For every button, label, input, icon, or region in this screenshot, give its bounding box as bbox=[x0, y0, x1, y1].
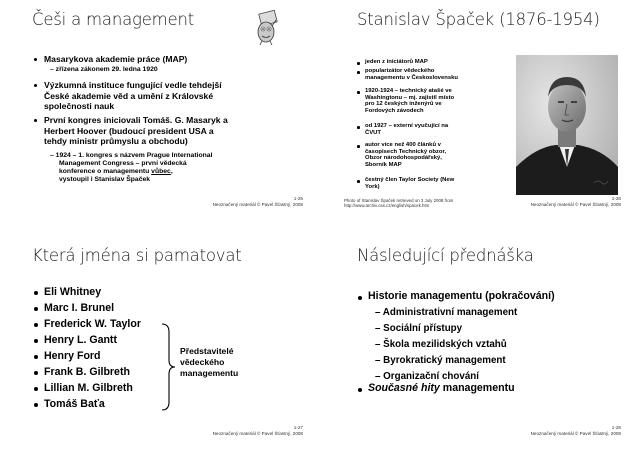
sub-bullet-text: – zřízena zákonem 29. ledna 1920 bbox=[50, 66, 158, 73]
page-number: 1-28 bbox=[611, 425, 621, 430]
slide-4 bbox=[318, 226, 635, 451]
bullet-text: Obzor národohospodářský, bbox=[365, 155, 442, 161]
slide-footer bbox=[531, 425, 621, 437]
bullet-dot bbox=[34, 387, 38, 391]
bullet-dot bbox=[357, 62, 360, 65]
portrait-photo bbox=[516, 55, 618, 195]
name-item: Tomáš Baťa bbox=[44, 398, 105, 410]
brace-label-line: managementu bbox=[180, 368, 239, 378]
bullet-text: jeden z iniciátorů MAP bbox=[365, 59, 428, 65]
bullet-text: York) bbox=[365, 183, 380, 190]
bullet-text: České akademie věd a umění z Královské bbox=[44, 90, 214, 101]
bullet-dot bbox=[34, 339, 38, 343]
page-number: 1-25 bbox=[293, 196, 303, 201]
bullet-text: Washingtonu – mj. zajistil místo bbox=[365, 94, 455, 101]
bullet-dot bbox=[34, 58, 37, 61]
slide-3 bbox=[0, 226, 317, 451]
bullet-dot bbox=[357, 71, 360, 74]
bullet-dot bbox=[34, 355, 38, 359]
main-bullet-text: Historie managementu (pokračování) bbox=[368, 290, 555, 302]
sub-bullet-text: – Administrativní management bbox=[375, 307, 518, 318]
bullet-text: Herbert Hoover (budoucí president USA a bbox=[44, 125, 214, 136]
name-item: Henry Ford bbox=[44, 350, 101, 362]
copyright-text: Neoznačený materiál © Pavel Šťastný, 2008 bbox=[530, 202, 621, 207]
slide-footer bbox=[213, 425, 303, 437]
sub-bullet-text: – 1924 – 1. kongres s názvem Prague International bbox=[50, 152, 213, 159]
slide-3-title: Která jména si pamatovat bbox=[32, 246, 242, 265]
bullet-text: společnosti nauk bbox=[44, 101, 115, 111]
bullet-text: První kongres iniciovali Tomáš. G. Masaryk a bbox=[44, 115, 228, 125]
bullet-text: Výzkumná instituce fungující vedle tehdejší bbox=[44, 80, 222, 90]
bullet-dot bbox=[357, 91, 360, 94]
italic-phrase: Současné hity bbox=[368, 382, 440, 394]
bullet-dot bbox=[34, 371, 38, 375]
name-item: Marc I. Brunel bbox=[44, 302, 115, 314]
bullet-text: managementu v Československu bbox=[365, 74, 458, 81]
brace-label-line: vědeckého bbox=[180, 357, 225, 367]
brace-label-line: Představitelé bbox=[180, 346, 234, 356]
bullet-text: časopisech Technický obzor, bbox=[365, 148, 447, 155]
bullet-dot bbox=[358, 388, 362, 392]
sub-bullet-text: Management Congress – první vědecká bbox=[59, 160, 187, 167]
main-bullet-text: Současné hity managementu bbox=[368, 382, 515, 394]
name-item: Frank B. Gilbreth bbox=[44, 366, 130, 378]
bullet-text: od 1927 – externí vyučující na bbox=[365, 123, 449, 129]
curly-brace bbox=[160, 322, 176, 412]
copyright-text: Neoznačený materiál © Pavel Šťastný, 2008 bbox=[212, 431, 303, 436]
bullet-text: tehdy ministr průmyslu a obchodu) bbox=[44, 136, 188, 146]
bullet-dot bbox=[34, 403, 38, 407]
copyright-text: Neoznačený materiál © Pavel Šťastný, 2008 bbox=[212, 202, 303, 207]
bullet-text: pro 12 českých inženýrů ve bbox=[365, 101, 442, 107]
bullet-dot bbox=[357, 180, 360, 183]
bullet-dot bbox=[34, 323, 38, 327]
name-item: Frederick W. Taylor bbox=[44, 318, 141, 330]
slide-2-title: Stanislav Špaček (1876-1954) bbox=[357, 10, 600, 29]
name-item: Lillian M. Gilbreth bbox=[44, 382, 133, 394]
sub-bullet-text: – Sociální přístupy bbox=[375, 323, 463, 334]
name-item: Henry L. Gantt bbox=[44, 334, 117, 346]
slide-4-title: Následující přednáška bbox=[357, 246, 534, 265]
bullet-text: autor více než 400 článků v bbox=[365, 142, 441, 148]
sub-bullet-text: – Organizační chování bbox=[375, 371, 479, 382]
bullet-text: popularizátor vědeckého bbox=[365, 68, 435, 74]
bullet-dot bbox=[34, 119, 37, 122]
bullet-text: 1920-1924 – technický atašé ve bbox=[365, 88, 452, 94]
name-item: Eli Whitney bbox=[44, 286, 102, 298]
slide-1-title: Češi a management bbox=[32, 10, 195, 29]
sub-bullet-text: konference o managementu vůbec, bbox=[59, 168, 173, 175]
bullet-text: čestný člen Taylor Society (New bbox=[365, 177, 455, 183]
page-number: 1-26 bbox=[611, 196, 621, 201]
bullet-text: Fordových závodech bbox=[365, 107, 424, 114]
slide-footer bbox=[213, 196, 303, 208]
bullet-text: Sborník MAP bbox=[365, 161, 402, 168]
bullet-dot bbox=[34, 291, 38, 295]
slide-1 bbox=[0, 0, 317, 225]
copyright-text: Neoznačený materiál © Pavel Šťastný, 2008 bbox=[530, 431, 621, 436]
photo-credit: Photo of Stanislav Špaček retrieved on 3 July 2008 from http://www.archiv.cas.cz/english/spacek.htm bbox=[344, 198, 454, 209]
slide-2 bbox=[318, 0, 635, 225]
bullet-text: ČVUT bbox=[365, 129, 382, 136]
bullet-dot bbox=[357, 145, 360, 148]
sub-bullet-text: – Byrokratický management bbox=[375, 355, 506, 366]
bullet-dot bbox=[34, 307, 38, 311]
bullet-dot bbox=[358, 296, 362, 300]
underlined-word: vůbec bbox=[151, 168, 171, 175]
bullet-dot bbox=[34, 84, 37, 87]
page-number: 1-27 bbox=[293, 425, 303, 430]
sub-bullet-text: – Škola mezilidských vztahů bbox=[375, 339, 507, 350]
sub-bullet-text: vystoupil i Stanislav Špaček bbox=[59, 176, 151, 183]
slide-footer bbox=[531, 196, 621, 208]
bullet-text: Masarykova akademie práce (MAP) bbox=[44, 54, 188, 64]
cartoon-character-icon bbox=[248, 10, 284, 46]
bullet-dot bbox=[357, 126, 360, 129]
